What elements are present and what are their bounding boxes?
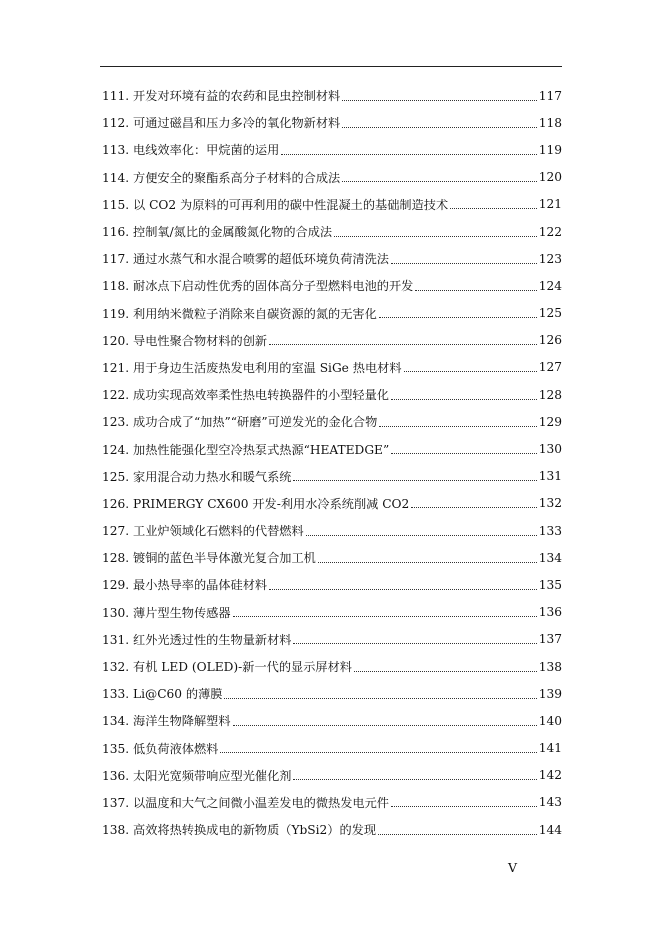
toc-dot-leader	[450, 207, 537, 209]
toc-entry[interactable]	[102, 789, 562, 816]
toc-entry[interactable]	[102, 164, 562, 191]
toc-entry-title: 137. 以温度和大气之间微小温差发电的微热发电元件	[102, 795, 389, 810]
toc-entry-title: 121. 用于身边生活废热发电利用的室温 SiGe 热电材料	[102, 360, 402, 375]
toc-entry[interactable]	[102, 327, 562, 354]
toc-entry-title: 133. Li@C60 的薄膜	[102, 687, 223, 702]
toc-entry[interactable]	[102, 218, 562, 245]
toc-entry-page: 120	[538, 170, 562, 185]
toc-entry-page: 142	[538, 768, 562, 783]
toc-entry-page: 136	[538, 605, 562, 620]
toc-entry-page: 132	[538, 496, 562, 511]
toc-entry-page: 124	[538, 278, 562, 293]
page-number: V	[508, 860, 518, 875]
toc-entry-page: 119	[538, 142, 562, 157]
toc-entry-page: 122	[538, 224, 562, 239]
toc-entry[interactable]	[102, 463, 562, 490]
toc-entry-page: 130	[538, 442, 562, 457]
toc-entry-title: 127. 工业炉领域化石燃料的代替燃料	[102, 524, 304, 539]
toc-dot-leader	[379, 316, 537, 318]
toc-entry-title: 124. 加热性能强化型空冷热泵式热源“HEATEDGE”	[102, 442, 390, 457]
toc-entry-page: 140	[538, 713, 562, 728]
toc-entry[interactable]	[102, 191, 562, 218]
toc-entry-title: 119. 利用纳米微粒子消除来自碳资源的氮的无害化	[102, 306, 377, 321]
toc-entry-page: 118	[538, 115, 562, 130]
toc-entry-page: 131	[538, 469, 562, 484]
toc-entry-title: 115. 以 CO2 为原料的可再利用的碳中性混凝土的基础制造技术	[102, 197, 449, 212]
toc-dot-leader	[415, 289, 536, 291]
toc-entry-title: 111. 开发对环境有益的农药和昆虫控制材料	[102, 89, 341, 104]
toc-entry-title: 129. 最小热导率的晶体硅材料	[102, 578, 268, 593]
toc-dot-leader	[411, 506, 536, 508]
toc-entry-title: 117. 通过水蒸气和水混合喷雾的超低环境负荷清洗法	[102, 252, 389, 267]
toc-entry[interactable]	[102, 381, 562, 408]
toc-dot-leader	[269, 588, 537, 590]
toc-dot-leader	[391, 805, 537, 807]
toc-entry[interactable]	[102, 82, 562, 109]
toc-entry-page: 135	[538, 577, 562, 592]
toc-entry-page: 141	[538, 741, 562, 756]
toc-entry[interactable]	[102, 136, 562, 163]
toc-dot-leader	[391, 262, 537, 264]
toc-entry[interactable]	[102, 517, 562, 544]
toc-entry-title: 118. 耐冰点下启动性优秀的固体高分子型燃料电池的开发	[102, 279, 414, 294]
toc-dot-leader	[220, 751, 536, 753]
toc-entry-title: 131. 红外光透过性的生物量新材料	[102, 632, 292, 647]
toc-entry[interactable]	[102, 599, 562, 626]
toc-entry-title: 136. 太阳光宽频带响应型光催化剂	[102, 768, 292, 783]
toc-dot-leader	[404, 370, 537, 372]
toc-entry-title: 120. 导电性聚合物材料的创新	[102, 333, 268, 348]
toc-entry[interactable]	[102, 544, 562, 571]
toc-entry-page: 128	[538, 387, 562, 402]
toc-entry[interactable]	[102, 408, 562, 435]
toc-entry[interactable]	[102, 272, 562, 299]
toc-entry[interactable]	[102, 707, 562, 734]
toc-entry-title: 134. 海洋生物降解塑料	[102, 714, 231, 729]
toc-dot-leader	[378, 833, 537, 835]
toc-entry-page: 121	[538, 197, 562, 212]
toc-entry-page: 127	[538, 360, 562, 375]
toc-dot-leader	[342, 180, 537, 182]
toc-dot-leader	[293, 479, 536, 481]
toc-dot-leader	[233, 724, 537, 726]
toc-dot-leader	[281, 153, 536, 155]
toc-entry-page: 117	[538, 88, 562, 103]
toc-dot-leader	[293, 642, 536, 644]
toc-dot-leader	[391, 452, 537, 454]
toc-entry-page: 125	[538, 306, 562, 321]
toc-entry[interactable]	[102, 735, 562, 762]
toc-entry-title: 126. PRIMERGY CX600 开发-利用水冷系统削减 CO2	[102, 496, 410, 511]
toc-dot-leader	[224, 697, 536, 699]
toc-entry[interactable]	[102, 571, 562, 598]
toc-dot-leader	[318, 561, 537, 563]
toc-entry-title: 125. 家用混合动力热水和暖气系统	[102, 469, 292, 484]
toc-dot-leader	[269, 343, 537, 345]
toc-entry[interactable]	[102, 816, 562, 843]
toc-entry[interactable]	[102, 653, 562, 680]
toc-entry-page: 126	[538, 333, 562, 348]
toc-entry-page: 138	[538, 659, 562, 674]
toc-entry-page: 137	[538, 632, 562, 647]
toc-entry-page: 143	[538, 795, 562, 810]
toc-dot-leader	[334, 235, 537, 237]
toc-entry-page: 139	[538, 686, 562, 701]
toc-entry-title: 130. 薄片型生物传感器	[102, 605, 231, 620]
toc-entry-page: 134	[538, 550, 562, 565]
toc-dot-leader	[306, 534, 537, 536]
toc-entry[interactable]	[102, 490, 562, 517]
toc-entry[interactable]	[102, 354, 562, 381]
toc-entry-title: 132. 有机 LED (OLED)-新一代的显示屏材料	[102, 660, 352, 675]
toc-entry[interactable]	[102, 626, 562, 653]
toc-dot-leader	[233, 615, 537, 617]
toc-dot-leader	[391, 398, 537, 400]
toc-dot-leader	[379, 425, 536, 427]
toc-entry-title: 114. 方便安全的聚酯系高分子材料的合成法	[102, 170, 341, 185]
header-rule	[100, 66, 562, 67]
toc-dot-leader	[293, 778, 536, 780]
toc-dot-leader	[354, 670, 537, 672]
toc-entry-title: 138. 高效将热转换成电的新物质（YbSi2）的发现	[102, 823, 377, 838]
toc-entry-page: 133	[538, 523, 562, 538]
toc-entry[interactable]	[102, 109, 562, 136]
toc-entry-title: 128. 镀铜的蓝色半导体激光复合加工机	[102, 551, 316, 566]
toc-entry-title: 123. 成功合成了“加热”“研磨”可逆发光的金化合物	[102, 415, 378, 430]
toc-entry[interactable]	[102, 435, 562, 462]
toc-entry-title: 113. 电线效率化：甲烷菌的运用	[102, 143, 280, 158]
toc-entry-title: 112. 可通过磁昌和压力多冷的氧化物新材料	[102, 116, 341, 131]
toc-entry[interactable]	[102, 300, 562, 327]
toc-dot-leader	[342, 126, 537, 128]
toc-dot-leader	[342, 99, 537, 101]
toc-entry-title: 116. 控制氧/氮比的金属酸氮化物的合成法	[102, 225, 333, 240]
table-of-contents	[102, 82, 562, 843]
toc-entry-page: 144	[538, 822, 562, 837]
toc-entry-title: 122. 成功实现高效率柔性热电转换器件的小型轻量化	[102, 388, 389, 403]
toc-entry-page: 123	[538, 251, 562, 266]
toc-entry-page: 129	[538, 414, 562, 429]
toc-entry-title: 135. 低负荷液体燃料	[102, 741, 219, 756]
toc-entry[interactable]	[102, 680, 562, 707]
toc-entry[interactable]	[102, 762, 562, 789]
toc-entry[interactable]	[102, 245, 562, 272]
